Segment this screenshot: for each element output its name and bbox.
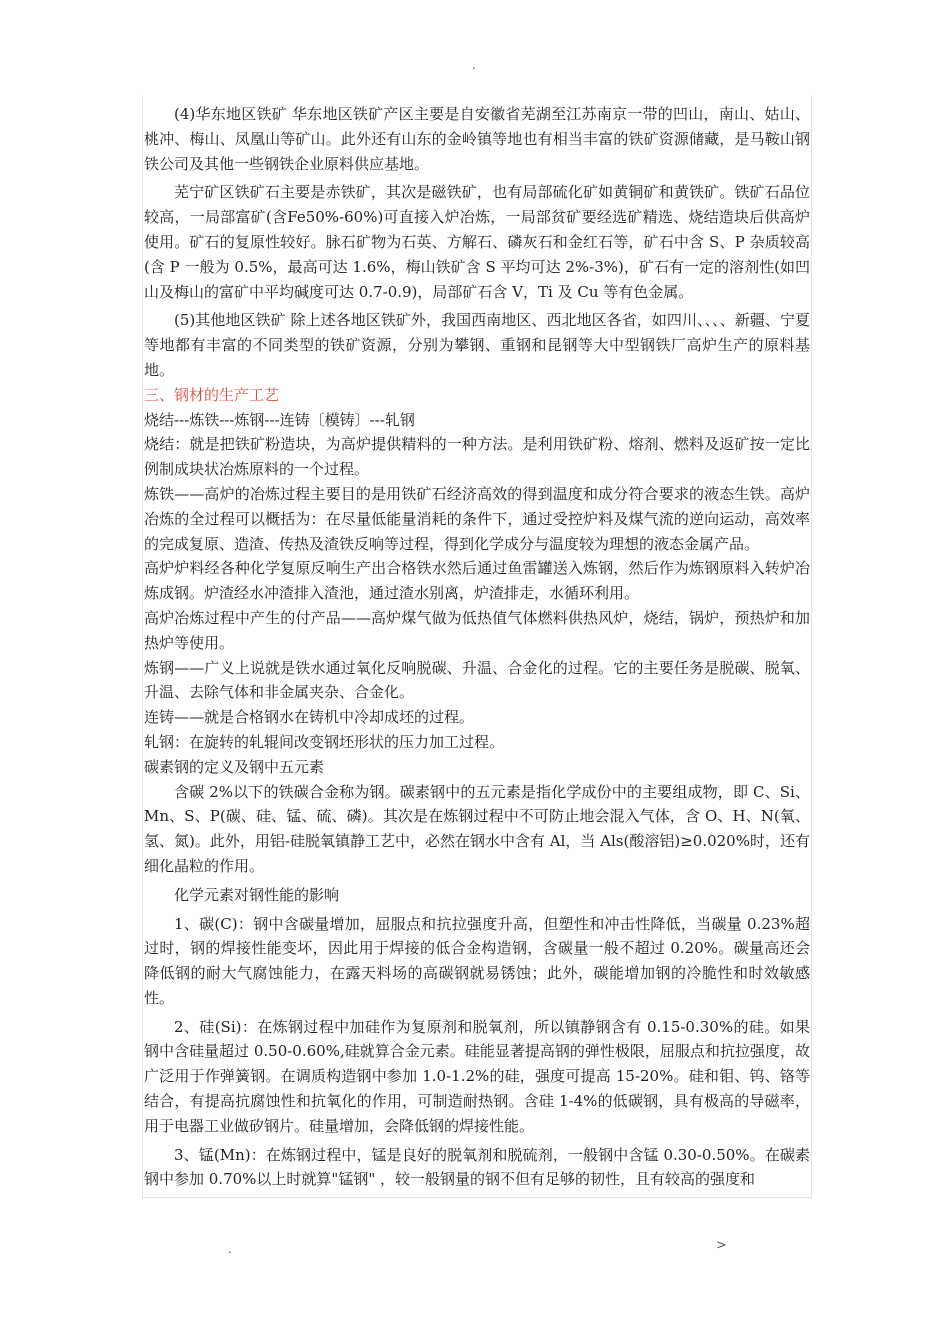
header-mark: . [472, 58, 476, 72]
paragraph-steelmaking: 炼钢——广义上说就是铁水通过氧化反响脱碳、升温、合金化的过程。它的主要任务是脱碳、脱氧、升温、去除气体和非金属夹杂、合金化。 [144, 658, 810, 702]
paragraph-manganese: 3、锰(Mn)：在炼钢过程中，锰是良好的脱氧剂和脱硫剂，一般钢中含锰 0.30-0.50%。在碳素钢中参加 0.70%以上时就算"锰钢" ，较一般钢量的钢不但有足够的韧性，且有较高的强度和 [144, 1145, 810, 1189]
paragraph-east-china-iron: (4)华东地区铁矿 华东地区铁矿产区主要是自安徽省芜湖至江苏南京一带的凹山，南山、姑山、桃冲、梅山、凤凰山等矿山。此外还有山东的金岭镇等地也有相当丰富的铁矿资源储藏，是马鞍山钢铁公司及其他一些钢铁企业原料供应基地。 [144, 105, 810, 173]
paragraph-byproducts: 高炉冶炼过程中产生的付产品——高炉煤气做为低热值气体燃料供热风炉，烧结，锅炉，预热炉和加热炉等使用。 [144, 608, 810, 652]
paragraph-carbon-steel-definition: 含碳 2%以下的铁碳合金称为钢。碳素钢中的五元素是指化学成份中的主要组成物，即 C、Si、Mn、S、P(碳、硅、锰、硫、磷)。其次是在炼钢过程中不可防止地会混入气体，含 O、H、N(氧、氢、氮)。此外，用铝-硅脱氧镇静工艺中，必然在钢水中含有 Al，当 Als(酸溶铝)≥0.020%时，还有细化晶粒的作用。 [144, 782, 810, 875]
subheading-carbon-steel: 碳素钢的定义及钢中五元素 [144, 757, 325, 776]
document-body [144, 100, 810, 1192]
paragraph-wuning-ore: 芜宁矿区铁矿石主要是赤铁矿，其次是磁铁矿，也有局部硫化矿如黄铜矿和黄铁矿。铁矿石品位较高，一局部富矿(含Fe50%-60%)可直接入炉冶炼，一局部贫矿要经选矿精选、烧结造块后供高炉使用。矿石的复原性较好。脉石矿物为石英、方解石、磷灰石和金红石等，矿石中含 S、P 杂质较高(含 P 一般为 0.5%，最高可达 1.6%，梅山铁矿含 S 平均可达 2%-3%)，矿石有一定的溶剂性(如凹山及梅山的富矿中平均碱度可达 0.7-0.9)，局部矿石含 V，Ti 及 Cu 等有色金属。 [144, 183, 810, 301]
process-flow: 烧结---炼铁---炼钢---连铸〔模铸〕---轧钢 [144, 410, 415, 429]
paragraph-furnace-charge: 高炉炉料经各种化学复原反响生产出合格铁水然后通过鱼雷罐送入炼钢，然后作为炼钢原料入转炉冶炼成钢。炉渣经水冲渣排入渣池，通过渣水别离，炉渣排走，水循环利用。 [144, 559, 810, 603]
paragraph-silicon: 2、硅(Si)：在炼钢过程中加硅作为复原剂和脱氧剂，所以镇静钢含有 0.15-0.30%的硅。如果钢中含硅量超过 0.50-0.60%,硅就算合金元素。硅能显著提高钢的弹性极限，屈服点和抗拉强度，故广泛用于作弹簧钢。在调质构造钢中参加 1.0-1.2%的硅，强度可提高 15-20%。硅和钼、钨、铬等结合，有提高抗腐蚀性和抗氧化的作用，可制造耐热钢。含硅 1-4%的低碳钢，具有极高的导磁率，用于电器工业做矽钢片。硅量增加，会降低钢的焊接性能。 [144, 1017, 810, 1135]
footer-right-mark: > [716, 1238, 727, 1253]
paragraph-continuous-casting: 连铸——就是合格钢水在铸机中冷却成坯的过程。 [144, 708, 475, 727]
paragraph-rolling: 轧钢：在旋转的轧辊间改变钢坯形状的压力加工过程。 [144, 732, 505, 751]
paragraph-ironmaking: 炼铁——高炉的冶炼过程主要目的是用铁矿石经济高效的得到温度和成分符合要求的液态生铁。高炉冶炼的全过程可以概括为：在尽量低能量消耗的条件下，通过受控炉料及煤气流的逆向运动，高效率的完成复原、造渣、传热及渣铁反响等过程，得到化学成分与温度较为理想的液态金属产品。 [144, 484, 810, 553]
paragraph-carbon: 1、碳(C)：钢中含碳量增加，屈服点和抗拉强度升高，但塑性和冲击性降低，当碳量 0.23%超过时，钢的焊接性能变坏，因此用于焊接的低合金构造钢，含碳量一般不超过 0.20%。碳量高还会降低钢的耐大气腐蚀能力，在露天料场的高碳钢就易锈蚀；此外，碳能增加钢的冷脆性和时效敏感性。 [144, 914, 810, 1007]
paragraph-sintering: 烧结：就是把铁矿粉造块，为高炉提供精料的一种方法。是利用铁矿粉、熔剂、燃料及返矿按一定比例制成块状冶炼原料的一个过程。 [144, 435, 810, 479]
subheading-chemical-elements: 化学元素对钢性能的影响 [174, 885, 340, 904]
footer-left-mark: . [228, 1242, 232, 1256]
paragraph-other-regions: (5)其他地区铁矿 除上述各地区铁矿外，我国西南地区、西北地区各省，如四川、、、、新疆、宁夏等地都有丰富的不同类型的铁矿资源，分别为攀钢、重钢和昆钢等大中型钢铁厂高炉生产的原料基地。 [144, 311, 810, 379]
section-heading: 三、钢材的生产工艺 [144, 385, 280, 404]
